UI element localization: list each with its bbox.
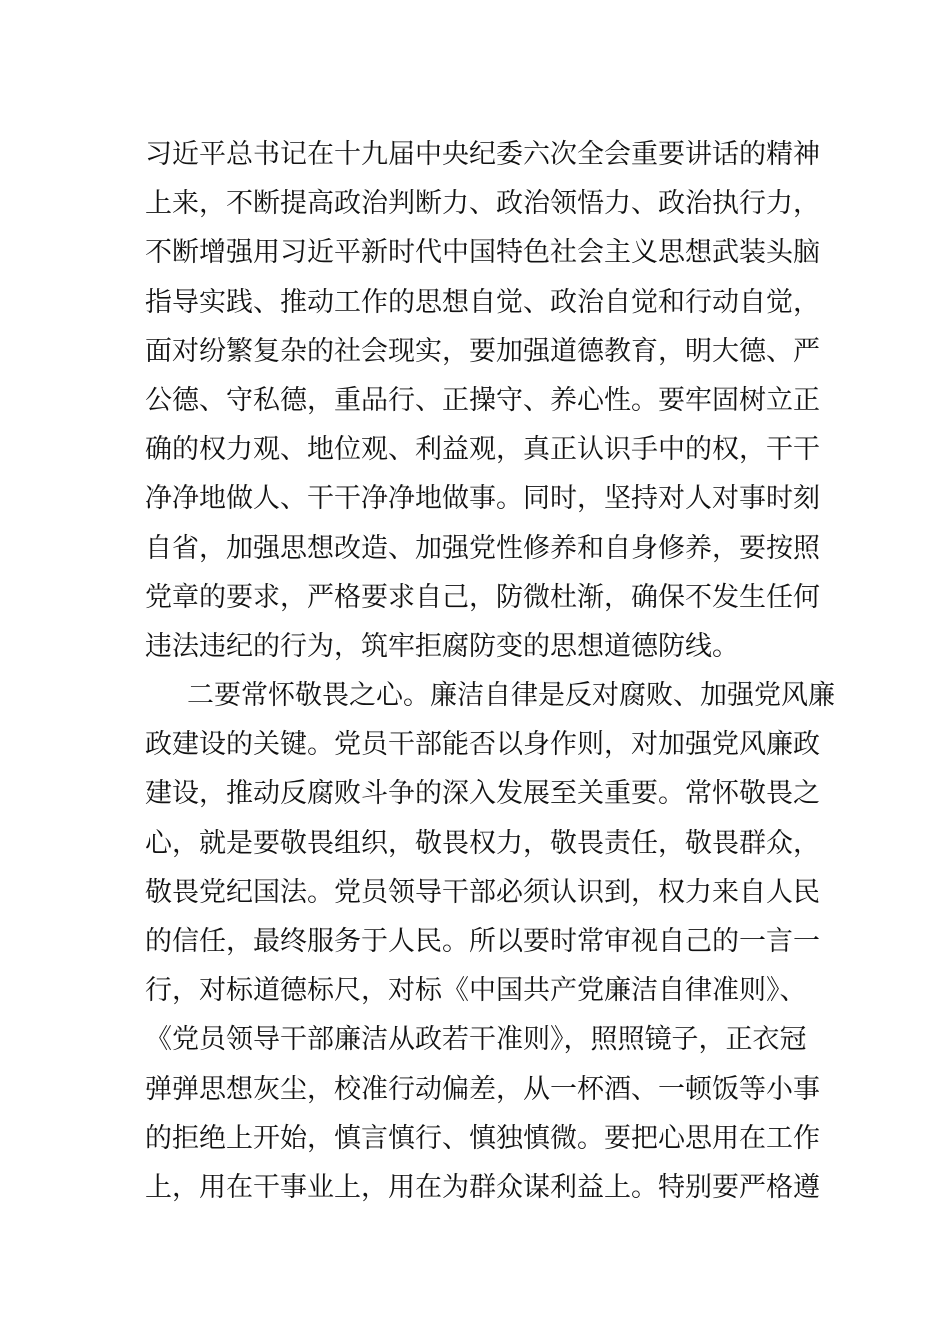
text-line: 指导实践、推动工作的思想自觉、政治自觉和行动自觉， xyxy=(145,286,820,318)
text-line: 的拒绝上开始，慎言慎行、慎独慎微。要把心思用在工作 xyxy=(145,1122,820,1154)
text-line: 弹弹思想灰尘，校准行动偏差，从一杯酒、一顿饭等小事 xyxy=(145,1073,820,1105)
text-line: 的信任，最终服务于人民。所以要时常审视自己的一言一 xyxy=(145,926,820,957)
text-line: 习近平总书记在十九届中央纪委六次全会重要讲话的精神 xyxy=(145,139,820,170)
text-line: 心，就是要敬畏组织，敬畏权力，敬畏责任，敬畏群众， xyxy=(145,827,820,859)
text-line: 上，用在干事业上，用在为群众谋利益上。特别要严格遵 xyxy=(145,1171,820,1203)
text-line: 行，对标道德标尺，对标《中国共产党廉洁自律准则》、 xyxy=(145,975,807,1007)
paragraph-start-line: 二要常怀敬畏之心。廉洁自律是反对腐败、加强党风廉 xyxy=(187,680,835,712)
text-line: 党章的要求，严格要求自己，防微杜渐，确保不发生任何 xyxy=(145,581,820,613)
text-line: 面对纷繁复杂的社会现实，要加强道德教育，明大德、严 xyxy=(145,335,820,367)
text-line: 公德、守私德，重品行、正操守、养心性。要牢固树立正 xyxy=(145,384,820,416)
text-line: 敬畏党纪国法。党员领导干部必须认识到，权力来自人民 xyxy=(145,876,820,908)
text-line: 确的权力观、地位观、利益观，真正认识手中的权，干干 xyxy=(145,434,820,466)
text-line: 《党员领导干部廉洁从政若干准则》，照照镜子，正衣冠 xyxy=(145,1024,807,1056)
text-line: 不断增强用习近平新时代中国特色社会主义思想武装头脑 xyxy=(145,237,820,269)
body-text xyxy=(145,130,835,1212)
text-line: 上来，不断提高政治判断力、政治领悟力、政治执行力， xyxy=(145,188,820,220)
text-line: 建设，推动反腐败斗争的深入发展至关重要。常怀敬畏之 xyxy=(145,778,820,810)
text-line: 净净地做人、干干净净地做事。同时，坚持对人对事时刻 xyxy=(145,483,820,515)
text-line: 违法违纪的行为，筑牢拒腐防变的思想道德防线。 xyxy=(145,630,739,662)
text-line: 自省，加强思想改造、加强党性修养和自身修养，要按照 xyxy=(145,532,820,564)
text-line: 政建设的关键。党员干部能否以身作则，对加强党风廉政 xyxy=(145,729,820,761)
